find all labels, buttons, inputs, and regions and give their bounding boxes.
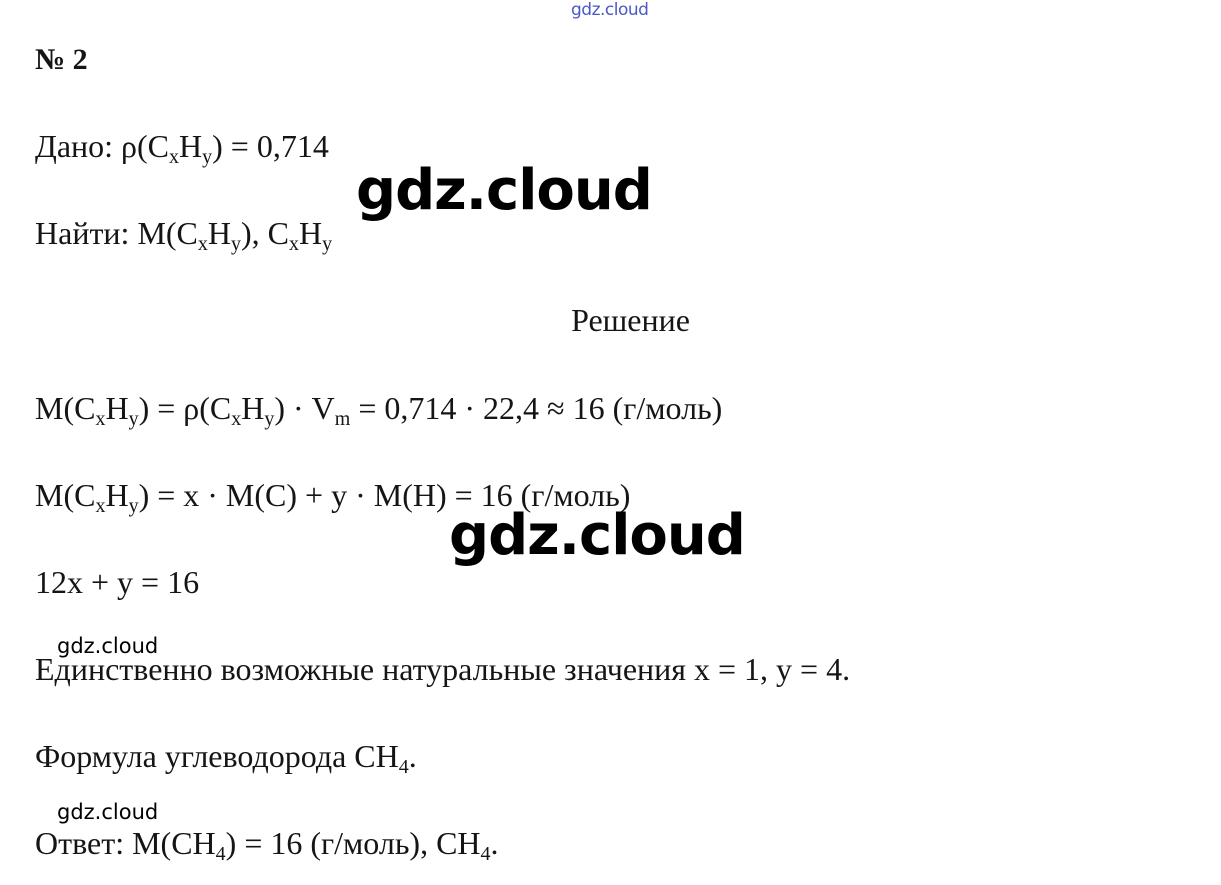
task-number: № 2 xyxy=(35,43,88,76)
eq1-h: H xyxy=(105,390,129,426)
find-sub-x2: x xyxy=(289,233,299,255)
eq2-h: H xyxy=(105,477,129,513)
find-sub-y: y xyxy=(231,233,241,255)
eq1-sub-x2: x xyxy=(231,408,242,430)
equation-3: 12x + y = 16 xyxy=(35,564,200,600)
answer-line xyxy=(35,823,499,863)
find-h2: H xyxy=(299,215,323,251)
find-prefix: Найти: M(C xyxy=(35,215,198,251)
given-suffix: ) = 0,714 xyxy=(212,128,329,164)
eq1-sub-y2: y xyxy=(264,408,275,430)
formula-line xyxy=(35,736,417,776)
eq1-part-1: M(C xyxy=(35,390,96,426)
watermark-large-2: gdz.cloud xyxy=(449,503,745,568)
answer-part-1: Ответ: M(CH xyxy=(35,825,216,861)
formula-sub-4: 4 xyxy=(398,756,409,778)
equation-1 xyxy=(35,388,722,428)
given-sub-y: y xyxy=(202,146,213,168)
given-line xyxy=(35,126,329,166)
watermark-small-1: gdz.cloud xyxy=(57,634,159,658)
eq2-sub-x: x xyxy=(95,495,106,517)
eq2-part-1: M(C xyxy=(35,477,96,513)
watermark-large-1: gdz.cloud xyxy=(356,158,652,223)
answer-sub-4: 4 xyxy=(215,843,226,865)
eq1-sub-x: x xyxy=(95,408,106,430)
answer-part-2: ) = 16 (г/моль), CH xyxy=(225,825,481,861)
eq1-h2: H xyxy=(241,390,265,426)
eq1-sub-m: m xyxy=(334,408,351,430)
eq1-part-3: ) · V xyxy=(274,390,335,426)
given-sub-x: x xyxy=(169,146,180,168)
formula-end: . xyxy=(408,738,417,774)
eq1-part-4: = 0,714 · 22,4 ≈ 16 (г/моль) xyxy=(350,390,723,426)
solution-heading: Решение xyxy=(571,302,690,338)
eq2-part-2: ) = x · M(C) + y · M(H) = 16 (г/моль) xyxy=(138,477,631,513)
answer-sub-4b: 4 xyxy=(480,843,491,865)
watermark-top: gdz.cloud xyxy=(571,0,649,20)
conclusion-line: Единственно возможные натуральные значения x = 1, y = 4. xyxy=(35,651,851,687)
find-sub-y2: y xyxy=(322,233,333,255)
watermark-small-2: gdz.cloud xyxy=(57,800,159,824)
given-prefix: Дано: ρ(C xyxy=(35,128,170,164)
find-line xyxy=(35,213,332,253)
find-h: H xyxy=(207,215,231,251)
find-mid: ), C xyxy=(241,215,289,251)
eq1-part-2: ) = ρ(C xyxy=(138,390,232,426)
eq1-sub-y: y xyxy=(128,408,139,430)
find-sub-x: x xyxy=(197,233,208,255)
answer-end: . xyxy=(490,825,499,861)
formula-text: Формула углеводорода CH xyxy=(35,738,399,774)
eq2-sub-y: y xyxy=(128,495,139,517)
given-h: H xyxy=(179,128,203,164)
